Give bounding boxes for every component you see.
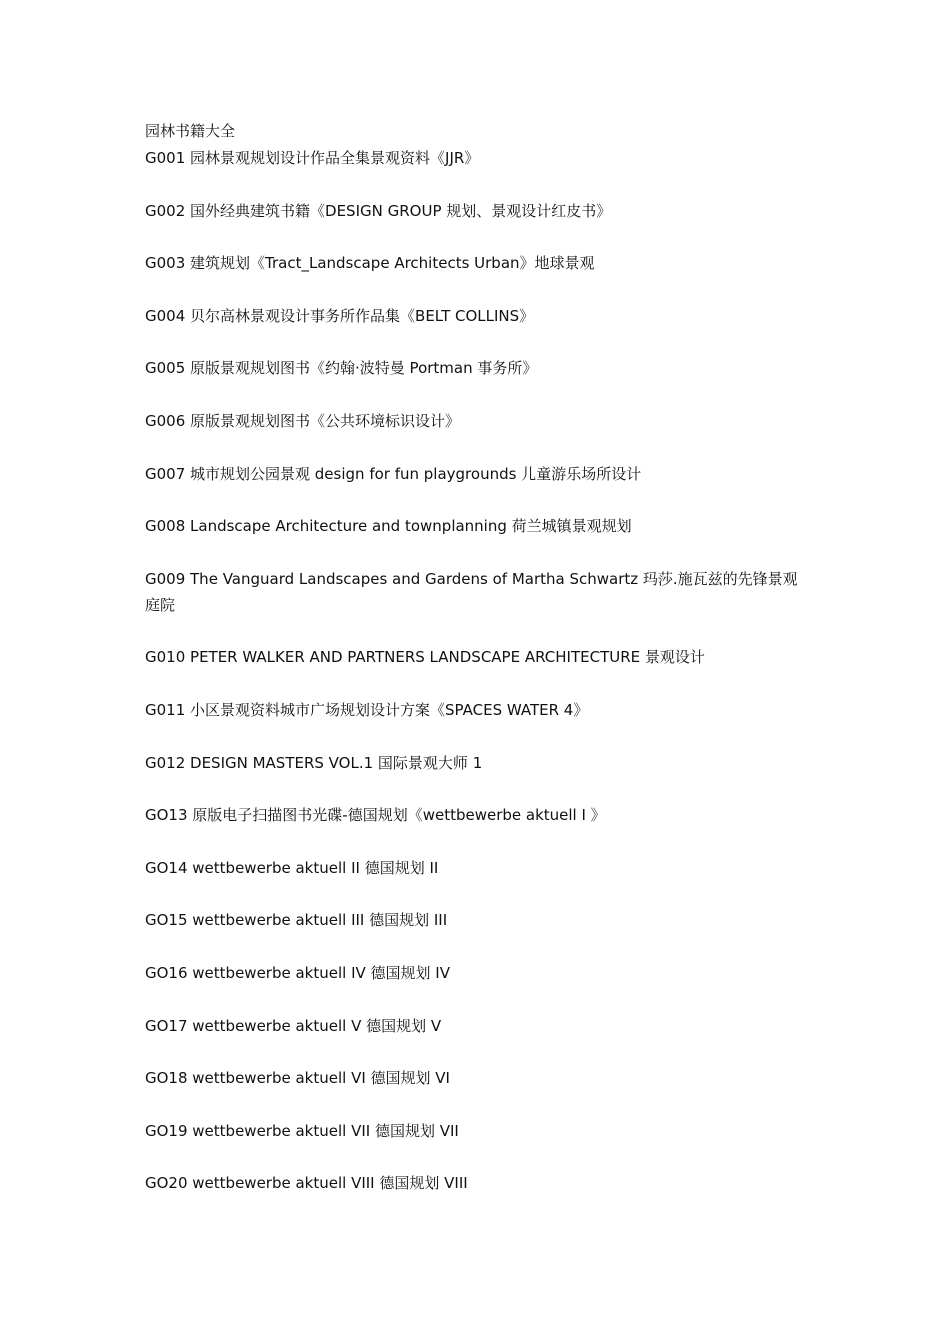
book-entry-go18: GO18 wettbewerbe aktuell VI 德国规划 VI	[145, 1069, 450, 1088]
book-entry-g001: G001 园林景观规划设计作品全集景观资料《JJR》	[145, 149, 480, 167]
book-entry-go15: GO15 wettbewerbe aktuell III 德国规划 III	[145, 911, 448, 930]
book-entry-g007: G007 城市规划公园景观 design for fun playgrounds 儿童游乐场所设计	[145, 464, 642, 483]
document-body	[145, 119, 810, 1223]
book-entry-go20: GO20 wettbewerbe aktuell VIII 德国规划 VIII	[145, 1174, 468, 1193]
book-entry-g011: G011 小区景观资料城市广场规划设计方案《SPACES WATER 4》	[145, 700, 589, 719]
book-entry-g005: G005 原版景观规划图书《约翰·波特曼 Portman 事务所》	[145, 359, 538, 378]
book-entry-go16: GO16 wettbewerbe aktuell IV 德国规划 IV	[145, 963, 450, 982]
book-entry-g003: G003 建筑规划《Tract_Landscape Architects Urban》地球景观	[145, 254, 595, 273]
book-entry-g008: G008 Landscape Architecture and townplanning 荷兰城镇景观规划	[145, 517, 632, 536]
book-entry-go17: GO17 wettbewerbe aktuell V 德国规划 V	[145, 1016, 442, 1035]
book-entry-g010: G010 PETER WALKER AND PARTNERS LANDSCAPE ARCHITECTURE 景观设计	[145, 648, 705, 667]
book-entry-go13: GO13 原版电子扫描图书光碟-德国规划《wettbewerbe aktuell I 》	[145, 806, 606, 825]
book-entry-g009: G009 The Vanguard Landscapes and Gardens of Martha Schwartz 玛莎.施瓦兹的先锋景观庭院	[145, 569, 798, 614]
book-entry-go19: GO19 wettbewerbe aktuell VII 德国规划 VII	[145, 1121, 459, 1140]
book-list	[145, 145, 810, 1196]
book-entry-go14: GO14 wettbewerbe aktuell II 德国规划 II	[145, 858, 439, 877]
book-entry-g002: G002 国外经典建筑书籍《DESIGN GROUP 规划、景观设计红皮书》	[145, 201, 612, 220]
document-title: 园林书籍大全	[145, 122, 236, 140]
book-entry-g004: G004 贝尔高林景观设计事务所作品集《BELT COLLINS》	[145, 306, 535, 325]
book-entry-g006: G006 原版景观规划图书《公共环境标识设计》	[145, 411, 461, 430]
book-entry-g012: G012 DESIGN MASTERS VOL.1 国际景观大师 1	[145, 753, 483, 772]
